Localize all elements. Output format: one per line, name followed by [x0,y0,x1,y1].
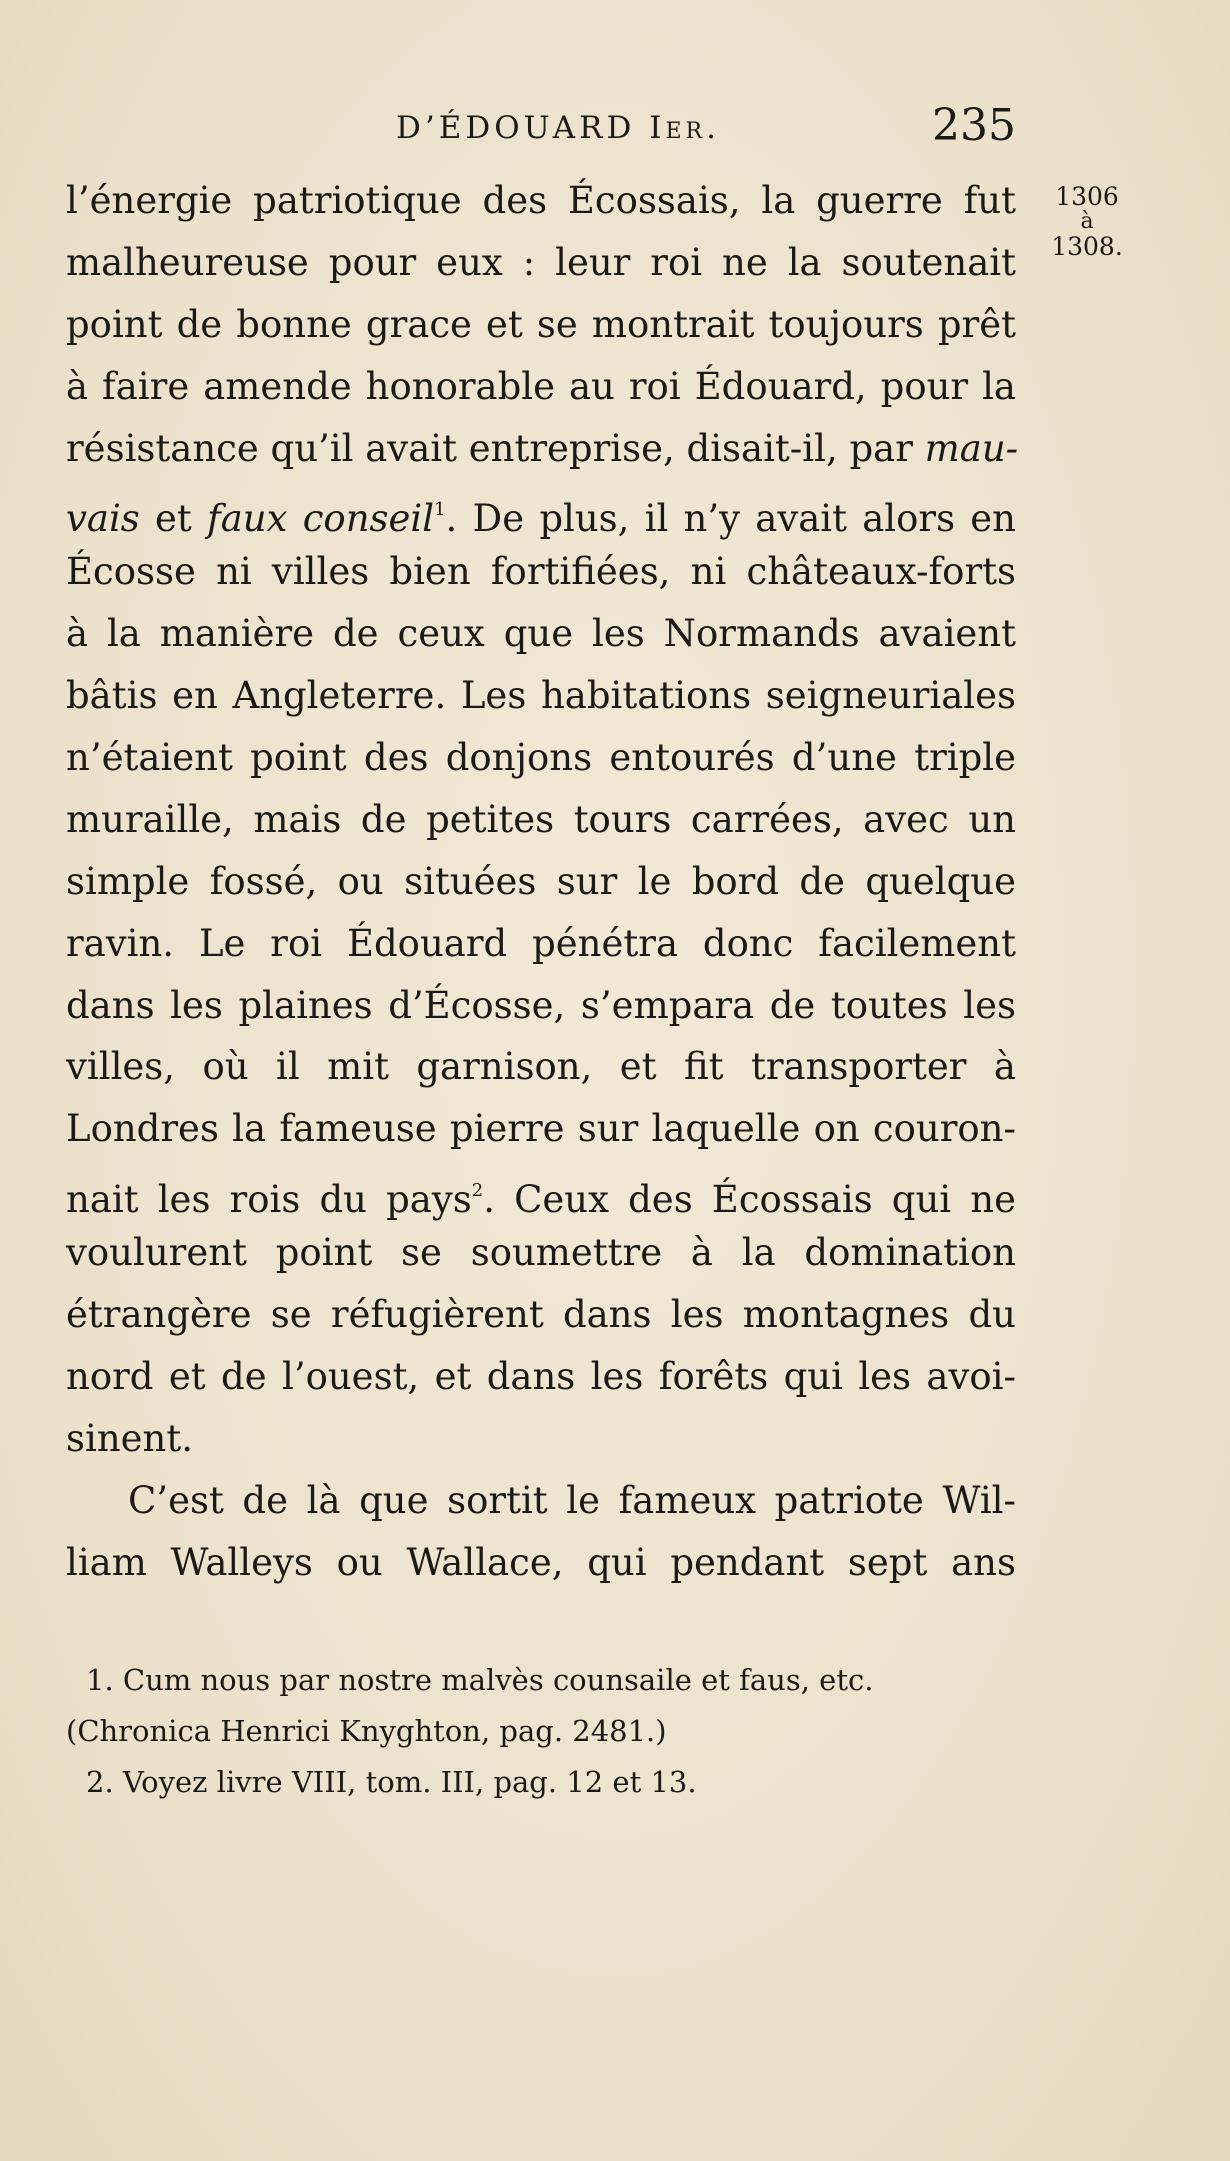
text-line: nait les rois du pays$^2$. Ceux des Écossais qui ne [66,1178,1016,1222]
margin-date-end: 1308. [1051,232,1123,261]
text-line: C’est de là que sortit le fameux patriote Wil- [128,1478,1016,1522]
footnote-ref-2: 2 [471,1180,484,1202]
footnote-ref-1: 1 [434,499,446,521]
text-line: villes, où il mit garnison, et fit transporter à [66,1045,1016,1089]
text-line: à faire amende honorable au roi Édouard, pour la [66,364,1016,408]
text-line: liam Walleys ou Wallace, qui pendant sept ans [66,1540,1016,1584]
text-line: à la manière de ceux que les Normands avaient [66,612,1016,656]
footnote-1-source: (Chronica Henrici Knyghton, pag. 2481.) [66,1714,667,1748]
text-line: résistance qu’il avait entreprise, disait-il, par mau- [66,426,1019,470]
text-line: muraille, mais de petites tours carrées, avec un [66,797,1016,841]
footnote-2: 2. Voyez livre VIII, tom. III, pag. 12 et 13. [86,1765,697,1799]
text-line: ravin. Le roi Édouard pénétra donc facilement [66,921,1016,965]
footnote-1: 1. Cum nous par nostre malvès counsaile et faus, etc. [86,1663,874,1697]
text-line: sinent. [66,1416,194,1460]
text-line: Londres la fameuse pierre sur laquelle on couron- [66,1107,1016,1151]
footnotes [66,1655,1026,1808]
text-line: vais et faux conseil$^1$. De plus, il n’y avait alors en [66,497,1017,541]
text-line: l’énergie patriotique des Écossais, la guerre fut [66,179,1016,222]
text-line: voulurent point se soumettre à la domination [66,1231,1016,1275]
page-number: 235 [932,100,1016,151]
running-head [66,100,1016,160]
running-title: D’ÉDOUARD Ier. [396,110,720,146]
text-line: n’étaient point des donjons entourés d’une triple [66,736,1016,780]
text-line: point de bonne grace et se montrait toujours prêt [66,302,1016,346]
body-text [66,170,1019,1593]
text-line: nord et de l’ouest, et dans les forêts qui les avoi- [66,1354,1016,1398]
margin-date-range [1042,182,1132,262]
text-line: malheureuse pour eux : leur roi ne la soutenait [66,240,1016,284]
text-line: Écosse ni villes bien fortifiées, ni châteaux-forts [66,550,1016,594]
text-line: simple fossé, ou situées sur le bord de quelque [66,859,1016,903]
text-line: étrangère se réfugièrent dans les montagnes du [66,1293,1016,1337]
margin-date-connector: à [1080,209,1094,234]
text-line: bâtis en Angleterre. Les habitations seigneuriales [66,674,1016,718]
text-line: dans les plaines d’Écosse, s’empara de toutes les [66,983,1016,1027]
margin-date-start: 1306 [1055,182,1119,211]
